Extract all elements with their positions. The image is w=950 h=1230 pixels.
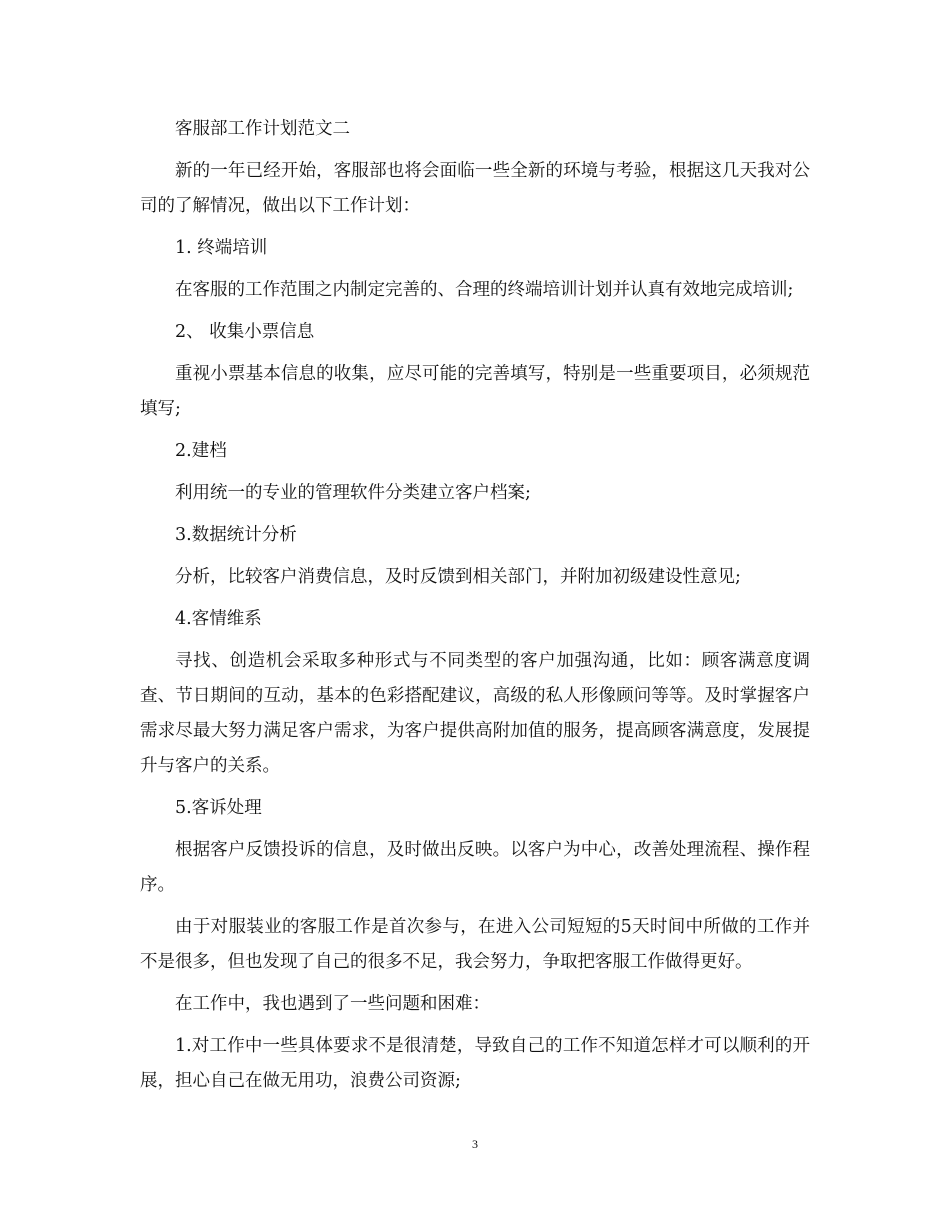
item-heading-receipt-info: 2、 收集小票信息 xyxy=(175,322,315,342)
item-body-terminal-training: 在客服的工作范围之内制定完善的、合理的终端培训计划并认真有效地完成培训; xyxy=(175,280,794,300)
page-number: 3 xyxy=(472,1137,478,1151)
item-body-complaints: 根据客户反馈投诉的信息，及时做出反映。以客户为中心，改善处理流程、操作程序。 xyxy=(140,840,810,895)
intro-paragraph: 新的一年已经开始，客服部也将会面临一些全新的环境与考验，根据这几天我对公司的了解情况，做出以下工作计划： xyxy=(140,161,810,216)
problem-item-1: 1.对工作中一些具体要求不是很清楚，导致自己的工作不知道怎样才可以顺利的开展，担心自己在做无用功，浪费公司资源; xyxy=(140,1036,810,1091)
summary-paragraph: 由于对服装业的客服工作是首次参与，在进入公司短短的5天时间中所做的工作并不是很多，但也发现了自己的很多不足，我会努力，争取把客服工作做得更好。 xyxy=(140,917,810,972)
item-heading-archiving: 2.建档 xyxy=(175,441,227,461)
document-body xyxy=(140,112,810,1106)
item-body-data-analysis: 分析，比较客户消费信息，及时反馈到相关部门，并附加初级建设性意见; xyxy=(175,567,741,587)
problems-intro-paragraph: 在工作中，我也遇到了一些问题和困难： xyxy=(175,994,490,1014)
item-body-customer-relations: 寻找、创造机会采取多种形式与不同类型的客户加强沟通，比如：顾客满意度调查、节日期间的互动，基本的色彩搭配建议，高级的私人形像顾问等等。及时掌握客户需求尽最大努力满足客户需求，为客户提供高附加值的服务，提高顾客满意度，发展提升与客户的关系。 xyxy=(140,651,810,776)
item-heading-customer-relations: 4.客情维系 xyxy=(175,609,262,629)
section-title: 客服部工作计划范文二 xyxy=(175,119,350,139)
item-body-receipt-info: 重视小票基本信息的收集，应尽可能的完善填写，特别是一些重要项目，必须规范填写; xyxy=(140,364,810,419)
item-heading-complaints: 5.客诉处理 xyxy=(175,798,262,818)
item-heading-terminal-training: 1. 终端培训 xyxy=(175,238,268,258)
item-body-archiving: 利用统一的专业的管理软件分类建立客户档案; xyxy=(175,483,531,503)
item-heading-data-analysis: 3.数据统计分析 xyxy=(175,525,297,545)
